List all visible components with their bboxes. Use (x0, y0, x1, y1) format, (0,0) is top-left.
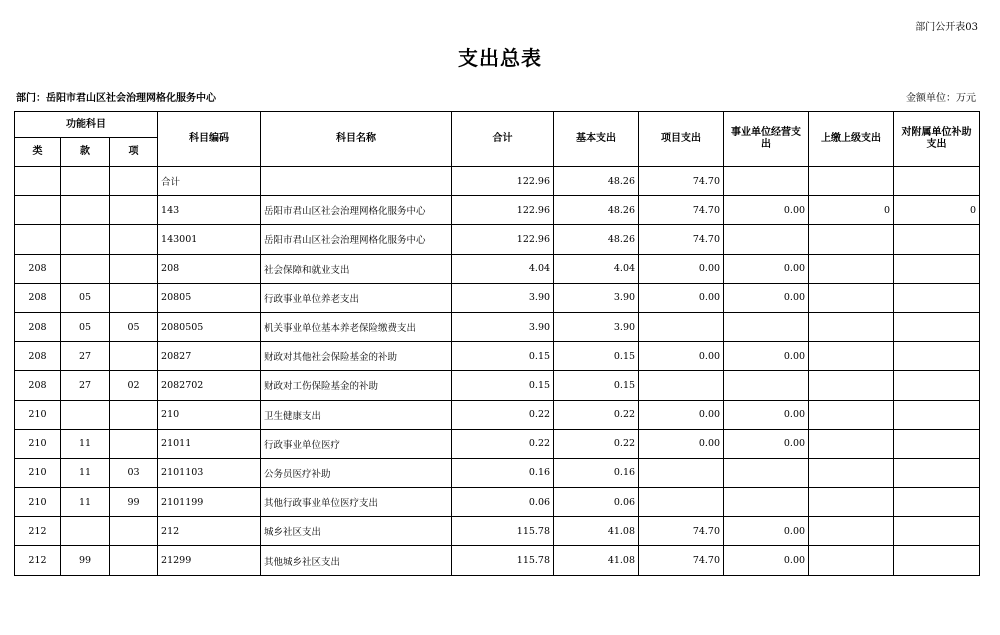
cell-upper (809, 400, 894, 429)
cell-sub (894, 312, 980, 341)
table-row (15, 488, 980, 517)
cell-xiang (110, 225, 158, 254)
cell-xiang: 05 (110, 312, 158, 341)
cell-total: 0.16 (452, 458, 554, 487)
cell-kuan: 99 (61, 546, 110, 575)
cell-basic: 0.15 (554, 342, 639, 371)
cell-project: 0.00 (639, 342, 724, 371)
cell-basic: 3.90 (554, 312, 639, 341)
cell-sub (894, 546, 980, 575)
table-row (15, 371, 980, 400)
table-row (15, 546, 980, 575)
department-label: 部门：岳阳市君山区社会治理网格化服务中心 (16, 93, 216, 104)
cell-biz: 0.00 (724, 517, 809, 546)
cell-name: 机关事业单位基本养老保险缴费支出 (261, 312, 452, 341)
cell-upper (809, 254, 894, 283)
cell-xiang (110, 196, 158, 225)
cell-upper: 0 (809, 196, 894, 225)
cell-project (639, 371, 724, 400)
cell-biz: 0.00 (724, 429, 809, 458)
cell-code: 合计 (158, 167, 261, 196)
cell-code: 208 (158, 254, 261, 283)
cell-kuan (61, 254, 110, 283)
cell-project: 0.00 (639, 429, 724, 458)
cell-total: 115.78 (452, 546, 554, 575)
cell-sub (894, 225, 980, 254)
cell-total: 122.96 (452, 167, 554, 196)
cell-basic: 41.08 (554, 546, 639, 575)
cell-code: 210 (158, 400, 261, 429)
cell-project: 0.00 (639, 400, 724, 429)
cell-basic: 0.16 (554, 458, 639, 487)
cell-sub: 0 (894, 196, 980, 225)
cell-xiang (110, 167, 158, 196)
cell-code: 20805 (158, 283, 261, 312)
cell-code: 20827 (158, 342, 261, 371)
cell-sub (894, 458, 980, 487)
cell-kuan: 11 (61, 458, 110, 487)
cell-xiang (110, 342, 158, 371)
cell-total: 0.22 (452, 429, 554, 458)
sub-header-xiang: 项 (110, 138, 158, 167)
cell-total: 115.78 (452, 517, 554, 546)
table-row (15, 458, 980, 487)
cell-basic: 48.26 (554, 167, 639, 196)
cell-lei: 208 (15, 342, 61, 371)
column-header: 基本支出 (554, 112, 639, 167)
cell-sub (894, 254, 980, 283)
cell-total: 0.06 (452, 488, 554, 517)
cell-lei: 208 (15, 254, 61, 283)
cell-project: 74.70 (639, 196, 724, 225)
cell-kuan: 27 (61, 371, 110, 400)
cell-code: 2101103 (158, 458, 261, 487)
cell-basic: 41.08 (554, 517, 639, 546)
cell-biz: 0.00 (724, 400, 809, 429)
cell-biz (724, 225, 809, 254)
table-row (15, 429, 980, 458)
cell-xiang: 99 (110, 488, 158, 517)
column-header: 事业单位经营支出 (724, 112, 809, 167)
cell-code: 2082702 (158, 371, 261, 400)
cell-project: 74.70 (639, 225, 724, 254)
cell-biz (724, 312, 809, 341)
cell-xiang (110, 429, 158, 458)
cell-total: 3.90 (452, 283, 554, 312)
cell-name: 社会保障和就业支出 (261, 254, 452, 283)
cell-xiang (110, 400, 158, 429)
cell-lei: 210 (15, 429, 61, 458)
cell-project: 0.00 (639, 254, 724, 283)
cell-total: 0.22 (452, 400, 554, 429)
form-number: 部门公开表03 (915, 22, 978, 33)
cell-sub (894, 517, 980, 546)
cell-kuan (61, 517, 110, 546)
column-header: 对附属单位补助支出 (894, 112, 980, 167)
cell-biz (724, 488, 809, 517)
cell-sub (894, 342, 980, 371)
cell-lei: 210 (15, 400, 61, 429)
cell-upper (809, 283, 894, 312)
cell-total: 3.90 (452, 312, 554, 341)
cell-basic: 0.06 (554, 488, 639, 517)
amount-unit-label: 金额单位：万元 (906, 93, 976, 104)
cell-biz (724, 371, 809, 400)
cell-project (639, 488, 724, 517)
cell-xiang (110, 283, 158, 312)
cell-code: 2101199 (158, 488, 261, 517)
table-row (15, 400, 980, 429)
cell-name: 行政事业单位养老支出 (261, 283, 452, 312)
cell-code: 2080505 (158, 312, 261, 341)
cell-total: 0.15 (452, 371, 554, 400)
cell-total: 122.96 (452, 196, 554, 225)
cell-lei: 208 (15, 283, 61, 312)
cell-kuan: 11 (61, 429, 110, 458)
column-header: 科目名称 (261, 112, 452, 167)
cell-sub (894, 429, 980, 458)
cell-sub (894, 371, 980, 400)
cell-lei (15, 196, 61, 225)
cell-basic: 3.90 (554, 283, 639, 312)
cell-kuan: 05 (61, 283, 110, 312)
cell-project: 74.70 (639, 546, 724, 575)
cell-name: 岳阳市君山区社会治理网格化服务中心 (261, 196, 452, 225)
page-title: 支出总表 (458, 46, 542, 70)
cell-kuan: 27 (61, 342, 110, 371)
cell-total: 122.96 (452, 225, 554, 254)
cell-biz: 0.00 (724, 342, 809, 371)
cell-total: 0.15 (452, 342, 554, 371)
cell-xiang: 03 (110, 458, 158, 487)
sub-header-kuan: 款 (61, 138, 110, 167)
cell-xiang (110, 546, 158, 575)
cell-kuan (61, 196, 110, 225)
cell-basic: 4.04 (554, 254, 639, 283)
cell-name: 其他行政事业单位医疗支出 (261, 488, 452, 517)
cell-biz (724, 167, 809, 196)
cell-lei: 210 (15, 458, 61, 487)
cell-sub (894, 283, 980, 312)
cell-sub (894, 167, 980, 196)
cell-code: 21011 (158, 429, 261, 458)
column-header: 上缴上级支出 (809, 112, 894, 167)
cell-kuan (61, 167, 110, 196)
table-row (15, 225, 980, 254)
cell-sub (894, 400, 980, 429)
cell-upper (809, 225, 894, 254)
function-subject-header: 功能科目 (15, 112, 158, 138)
header-row (15, 112, 980, 138)
cell-xiang (110, 517, 158, 546)
table-row (15, 254, 980, 283)
table-row (15, 517, 980, 546)
cell-name: 其他城乡社区支出 (261, 546, 452, 575)
cell-lei: 212 (15, 546, 61, 575)
cell-project: 74.70 (639, 517, 724, 546)
cell-code: 143001 (158, 225, 261, 254)
cell-name (261, 167, 452, 196)
cell-basic: 48.26 (554, 225, 639, 254)
cell-upper (809, 546, 894, 575)
cell-upper (809, 167, 894, 196)
cell-name: 岳阳市君山区社会治理网格化服务中心 (261, 225, 452, 254)
cell-project: 74.70 (639, 167, 724, 196)
cell-basic: 0.15 (554, 371, 639, 400)
cell-xiang: 02 (110, 371, 158, 400)
cell-project: 0.00 (639, 283, 724, 312)
cell-name: 卫生健康支出 (261, 400, 452, 429)
cell-lei: 212 (15, 517, 61, 546)
cell-upper (809, 312, 894, 341)
cell-code: 143 (158, 196, 261, 225)
cell-project (639, 312, 724, 341)
cell-upper (809, 488, 894, 517)
table-row (15, 342, 980, 371)
cell-lei: 208 (15, 371, 61, 400)
cell-lei: 210 (15, 488, 61, 517)
cell-basic: 48.26 (554, 196, 639, 225)
cell-basic: 0.22 (554, 400, 639, 429)
cell-biz: 0.00 (724, 283, 809, 312)
cell-kuan: 11 (61, 488, 110, 517)
cell-lei (15, 225, 61, 254)
cell-upper (809, 517, 894, 546)
cell-name: 公务员医疗补助 (261, 458, 452, 487)
cell-biz: 0.00 (724, 254, 809, 283)
cell-code: 212 (158, 517, 261, 546)
cell-xiang (110, 254, 158, 283)
cell-lei (15, 167, 61, 196)
cell-biz: 0.00 (724, 546, 809, 575)
cell-name: 城乡社区支出 (261, 517, 452, 546)
cell-basic: 0.22 (554, 429, 639, 458)
column-header: 项目支出 (639, 112, 724, 167)
cell-kuan (61, 400, 110, 429)
sub-header-lei: 类 (15, 138, 61, 167)
cell-upper (809, 342, 894, 371)
table-row (15, 312, 980, 341)
cell-upper (809, 429, 894, 458)
cell-name: 财政对其他社会保险基金的补助 (261, 342, 452, 371)
cell-sub (894, 488, 980, 517)
column-header: 科目编码 (158, 112, 261, 167)
cell-kuan: 05 (61, 312, 110, 341)
cell-name: 财政对工伤保险基金的补助 (261, 371, 452, 400)
cell-total: 4.04 (452, 254, 554, 283)
cell-name: 行政事业单位医疗 (261, 429, 452, 458)
cell-lei: 208 (15, 312, 61, 341)
cell-code: 21299 (158, 546, 261, 575)
cell-kuan (61, 225, 110, 254)
cell-upper (809, 458, 894, 487)
column-header: 合计 (452, 112, 554, 167)
cell-upper (809, 371, 894, 400)
cell-biz (724, 458, 809, 487)
table-row (15, 283, 980, 312)
cell-biz: 0.00 (724, 196, 809, 225)
cell-project (639, 458, 724, 487)
table-row (15, 196, 980, 225)
expenditure-table (14, 111, 980, 576)
table-row (15, 167, 980, 196)
